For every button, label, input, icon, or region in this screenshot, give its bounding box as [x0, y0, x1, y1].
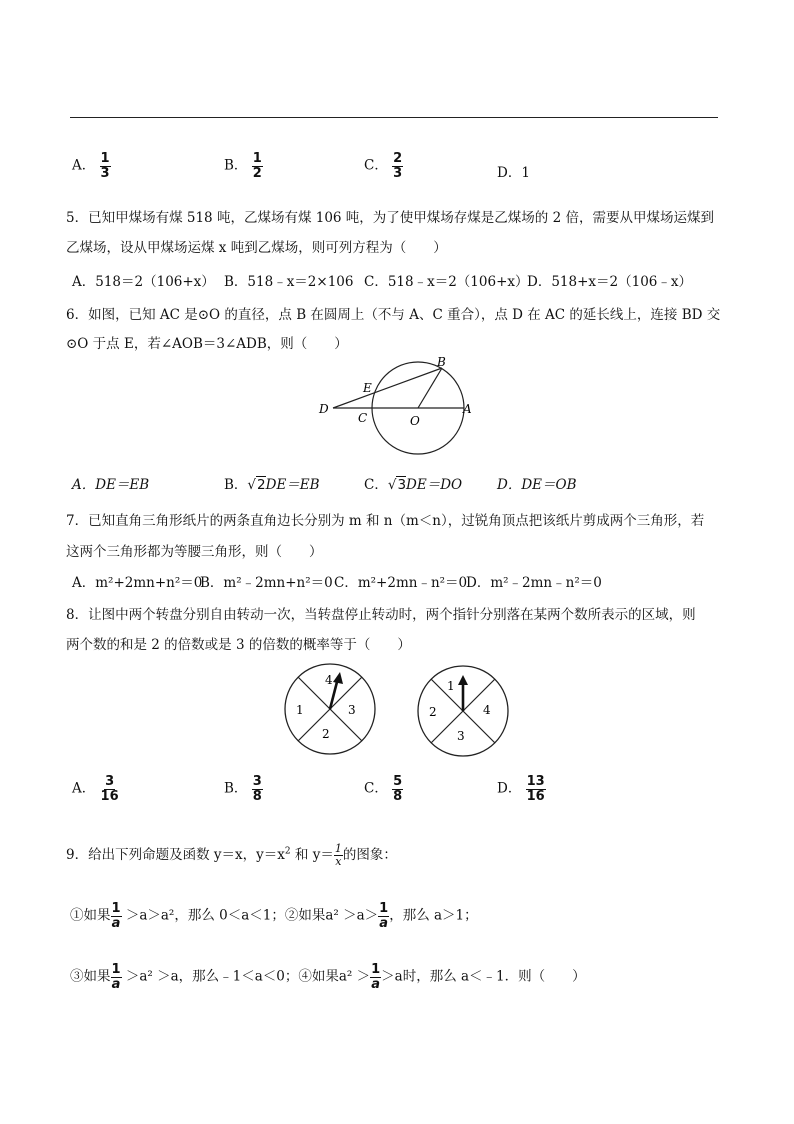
arrowhead-icon [333, 672, 343, 684]
q8-option-b: B． $\frac{3}{8}$ [224, 774, 262, 804]
q7-option-d: D．m²﹣2mn﹣n²＝0 [466, 575, 602, 591]
label-e: E [363, 381, 372, 395]
q5-option-a: A．518＝2（106+x） [72, 274, 215, 290]
spinner-2 [413, 662, 513, 760]
fraction: $\frac{1}{2}$ [252, 151, 262, 181]
q6-stem-line2: ⊙O 于点 E，若∠AOB＝3∠ADB，则（ ） [66, 336, 348, 352]
svg-text:3: 3 [457, 729, 465, 743]
fraction: $\frac{1}{a}$ [111, 962, 121, 992]
fraction: $\frac{13}{16}$ [526, 774, 545, 804]
q9-stem: 9．给出下列命题及函数 y＝x，$y=x^2$ 和 y＝ $\frac{1}{x}$ 的图象： [66, 842, 397, 868]
svg-text:1: 1 [447, 679, 455, 693]
q9-propositions-1-2: ①如果 $\frac{1}{a}$ ＞a＞a²，那么 0＜a＜1；②如果a² ＞a＞ $\frac{1}{a}$ ，那么 a＞1； [70, 901, 478, 931]
svg-text:2: 2 [429, 705, 437, 719]
sqrt-symbol: √3 [387, 477, 407, 493]
svg-text:4: 4 [483, 703, 491, 717]
q5-option-c: C．518﹣x＝2（106+x） [364, 274, 529, 290]
svg-text:2: 2 [322, 727, 330, 741]
q6-option-c: C．√3DE＝DO [364, 477, 463, 493]
q5-option-b: B．518﹣x＝2×106 [224, 274, 354, 290]
q6-option-b: B．√2DE＝EB [224, 477, 320, 493]
q7-option-c: C．m²+2mn﹣n²＝0 [334, 575, 468, 591]
q7-option-b: B．m²﹣2mn+n²＝0 [200, 575, 333, 591]
label-d: D [319, 402, 329, 416]
fraction: $\frac{1}{a}$ [111, 901, 121, 931]
fraction: $\frac{1}{a}$ [371, 962, 381, 992]
fraction: $\frac{3}{8}$ [252, 774, 262, 804]
q7-option-a: A．m²+2mn+n²＝0 [72, 575, 203, 591]
q4-option-b: B． $\frac{1}{2}$ [224, 151, 262, 181]
q6-option-d: D．DE＝OB [497, 477, 577, 493]
fraction: $\frac{2}{3}$ [393, 151, 403, 181]
label-a: A [463, 402, 472, 416]
q4-option-d: D．1 [497, 165, 530, 181]
q8-stem-line1: 8．让图中两个转盘分别自由转动一次，当转盘停止转动时，两个指针分别落在某两个数所表示的区域，则 [66, 607, 696, 623]
q4-option-c: C． $\frac{2}{3}$ [364, 151, 403, 181]
q5-stem-line1: 5．已知甲煤场有煤 518 吨，乙煤场有煤 106 吨，为了使甲煤场存煤是乙煤场的 2 倍，需要从甲煤场运煤到 [66, 210, 714, 226]
q8-option-a: A． $\frac{3}{16}$ [72, 774, 119, 804]
q7-stem-line2: 这两个三角形都为等腰三角形，则（ ） [66, 544, 323, 560]
fraction: $\frac{1}{a}$ [379, 901, 389, 931]
q4-option-a: A． $\frac{1}{3}$ [72, 151, 110, 181]
q8-option-c: C． $\frac{5}{8}$ [364, 774, 403, 804]
arrowhead-icon [458, 675, 468, 685]
svg-text:3: 3 [348, 703, 356, 717]
sqrt-symbol: √2 [247, 477, 266, 493]
q6-stem-line1: 6．如图，已知 AC 是⊙O 的直径，点 B 在圆周上（不与 A、C 重合），点 D 在 AC 的延长线上，连接 BD 交 [66, 307, 721, 323]
label-o: O [410, 414, 420, 428]
svg-text:1: 1 [296, 703, 304, 717]
label-c: C [358, 411, 368, 425]
line-ob [418, 368, 442, 408]
q8-option-d: D． $\frac{13}{16}$ [497, 774, 545, 804]
fraction: $\frac{5}{8}$ [393, 774, 403, 804]
header-rule [70, 117, 718, 118]
q6-option-a: A．DE＝EB [72, 477, 150, 493]
svg-text:4: 4 [325, 673, 333, 687]
q9-propositions-3-4: ③如果 $\frac{1}{a}$ ＞a² ＞a，那么﹣1＜a＜0；④如果a² ＞ $\frac{1}{a}$ ＞a时，那么 a＜﹣1．则（ ） [70, 962, 586, 992]
circle-geometry-figure [315, 355, 480, 460]
fraction: $\frac{3}{16}$ [100, 774, 119, 804]
fraction: $\frac{1}{x}$ [334, 842, 342, 868]
q8-stem-line2: 两个数的和是 2 的倍数或是 3 的倍数的概率等于（ ） [66, 637, 411, 653]
q5-option-d: D．518+x＝2（106﹣x） [527, 274, 692, 290]
spinner-1 [280, 660, 380, 758]
q5-stem-line2: 乙煤场，设从甲煤场运煤 x 吨到乙煤场，则可列方程为（ ） [66, 240, 447, 256]
fraction: $\frac{1}{3}$ [100, 151, 110, 181]
q7-stem-line1: 7．已知直角三角形纸片的两条直角边长分别为 m 和 n（m＜n），过锐角顶点把该纸片剪成两个三角形，若 [66, 513, 705, 529]
label-b: B [437, 355, 446, 369]
